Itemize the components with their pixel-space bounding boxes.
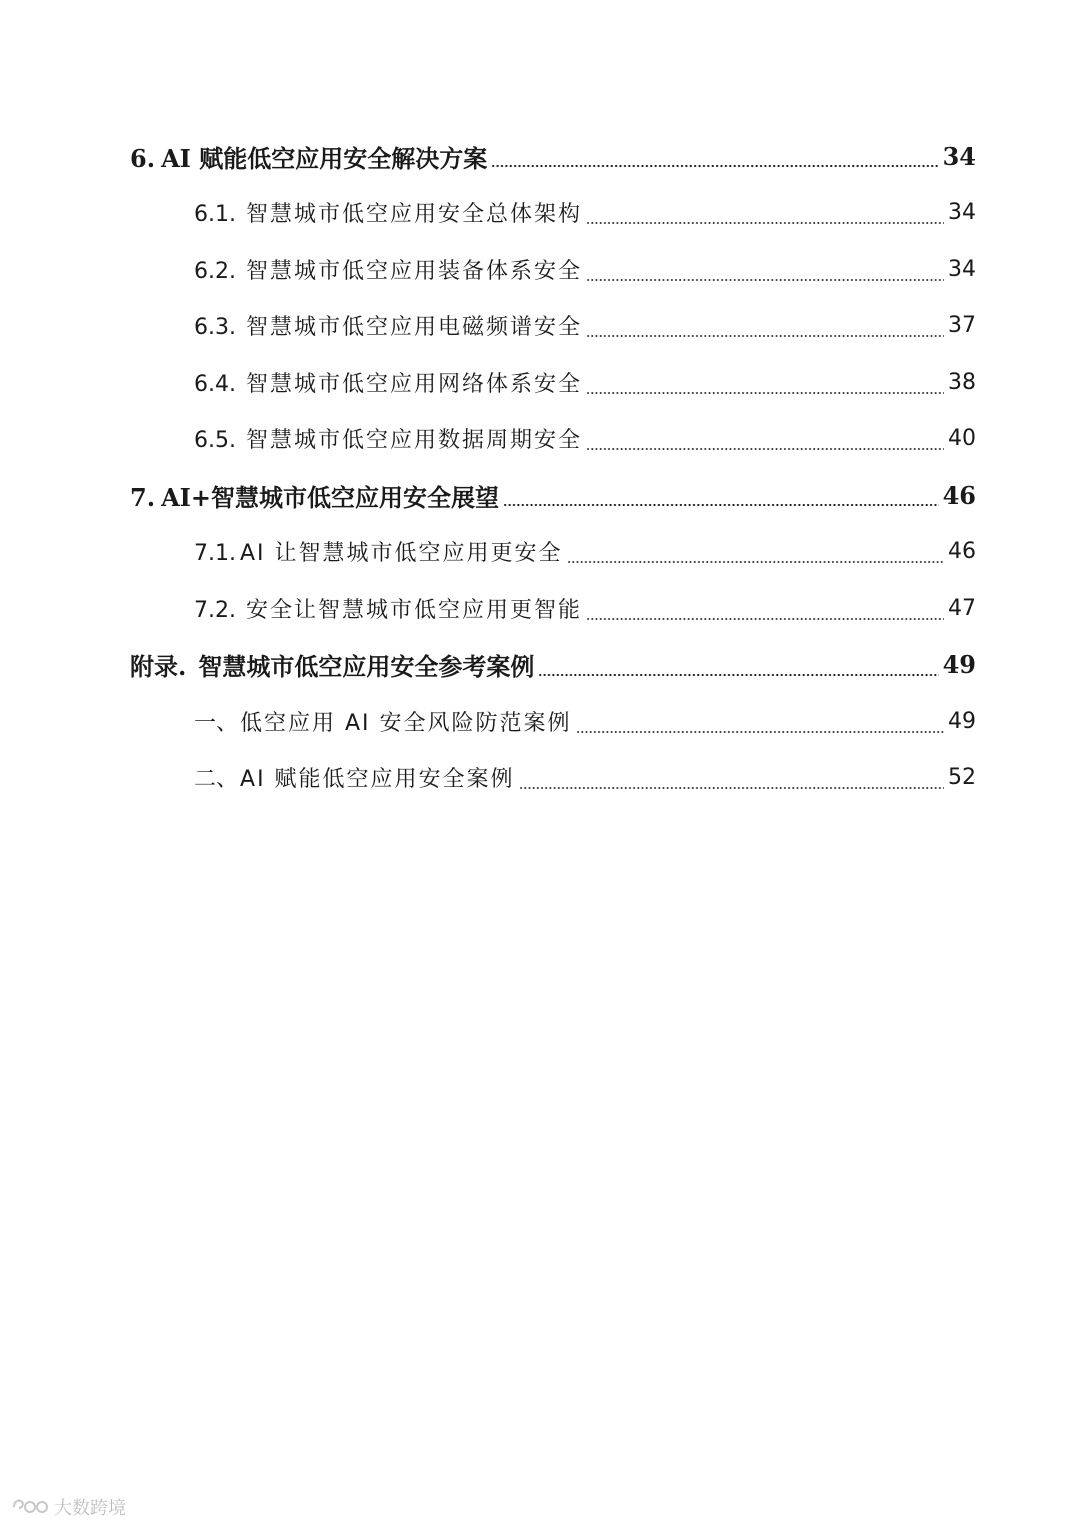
toc-entry-number: 6.5.: [194, 428, 236, 454]
toc-entry-number: 二、: [194, 767, 239, 793]
toc-entry-appendix-1[interactable]: [130, 693, 976, 750]
toc-entry-number: 7.1.: [194, 541, 236, 567]
toc-entry-number: 6.4.: [194, 371, 236, 397]
toc-entry-page: 38: [948, 369, 976, 395]
toc-entry-title: [194, 197, 582, 228]
toc-entry-text: 智慧城市低空应用电磁频谱安全: [245, 315, 582, 341]
toc-entry-number: 7.2.: [194, 597, 236, 623]
toc-entry-6-3[interactable]: [130, 298, 976, 355]
toc-entry-text: 安全让智慧城市低空应用更智能: [245, 597, 582, 623]
toc-entry-number: 6.: [130, 143, 156, 173]
dot-leader: [586, 618, 944, 620]
toc-entry-text: AI+智慧城市低空应用安全展望: [161, 482, 500, 512]
toc-entry-text: 智慧城市低空应用装备体系安全: [245, 258, 582, 284]
toc-entry-text: 智慧城市低空应用网络体系安全: [245, 371, 582, 397]
toc-entry-6-1[interactable]: [130, 185, 976, 242]
toc-entry-7-2[interactable]: [130, 580, 976, 637]
toc-entry-7[interactable]: [130, 467, 976, 524]
toc-entry-text: AI 让智慧城市低空应用更安全: [239, 541, 563, 567]
toc-entry-page: 46: [942, 480, 976, 510]
toc-entry-page: 49: [948, 708, 976, 734]
dot-leader: [567, 561, 944, 563]
table-of-contents: [130, 128, 976, 806]
toc-entry-title: [130, 647, 534, 682]
dot-leader: [491, 165, 938, 167]
toc-entry-6-2[interactable]: [130, 241, 976, 298]
toc-entry-page: 37: [948, 313, 976, 339]
toc-entry-page: 52: [948, 765, 976, 791]
toc-entry-text: 智慧城市低空应用数据周期安全: [245, 428, 582, 454]
toc-entry-6[interactable]: [130, 128, 976, 185]
dot-leader: [586, 392, 944, 394]
toc-entry-number: 一、: [194, 710, 239, 736]
toc-entry-page: 47: [948, 595, 976, 621]
toc-entry-text: 低空应用 AI 安全风险防范案例: [240, 710, 572, 736]
toc-entry-6-4[interactable]: [130, 354, 976, 411]
toc-entry-number: 6.1.: [194, 202, 236, 228]
dot-leader: [586, 279, 944, 281]
toc-entry-title: [194, 536, 563, 567]
dot-leader: [576, 731, 944, 733]
toc-entry-title: [194, 367, 582, 398]
dot-leader: [586, 222, 944, 224]
toc-entry-title: [194, 762, 515, 793]
toc-entry-page: 34: [948, 256, 976, 282]
toc-entry-title: [194, 254, 582, 285]
toc-entry-page: 34: [948, 200, 976, 226]
toc-entry-title: [194, 706, 572, 737]
toc-entry-number: 6.2.: [194, 258, 236, 284]
watermark: [10, 1494, 126, 1520]
dot-leader: [503, 504, 939, 506]
toc-entry-number: 6.3.: [194, 315, 236, 341]
dot-leader: [538, 674, 938, 676]
toc-entry-text: AI 赋能低空应用安全案例: [240, 767, 515, 793]
toc-entry-text: 智慧城市低空应用安全总体架构: [245, 202, 582, 228]
toc-entry-page: 40: [948, 426, 976, 452]
dot-leader: [519, 787, 944, 789]
toc-entry-text: 智慧城市低空应用安全参考案例: [198, 652, 535, 682]
toc-entry-page: 34: [942, 141, 976, 171]
toc-entry-title: [194, 423, 582, 454]
toc-entry-number: 7.: [130, 482, 156, 512]
watermark-text: 大数跨境: [54, 1498, 126, 1519]
toc-entry-7-1[interactable]: [130, 524, 976, 581]
toc-entry-title: [194, 310, 582, 341]
toc-entry-page: 46: [948, 539, 976, 565]
toc-entry-page: 49: [942, 650, 976, 680]
toc-entry-number: 附录.: [130, 652, 187, 682]
toc-entry-appendix-2[interactable]: [130, 750, 976, 807]
toc-entry-title: [130, 478, 499, 513]
logo-icon: [10, 1496, 50, 1518]
toc-entry-6-5[interactable]: [130, 411, 976, 468]
toc-entry-title: [194, 593, 582, 624]
dot-leader: [586, 448, 944, 450]
toc-entry-appendix[interactable]: [130, 637, 976, 694]
dot-leader: [586, 335, 944, 337]
toc-entry-text: AI 赋能低空应用安全解决方案: [161, 143, 488, 173]
toc-entry-title: [130, 139, 487, 174]
